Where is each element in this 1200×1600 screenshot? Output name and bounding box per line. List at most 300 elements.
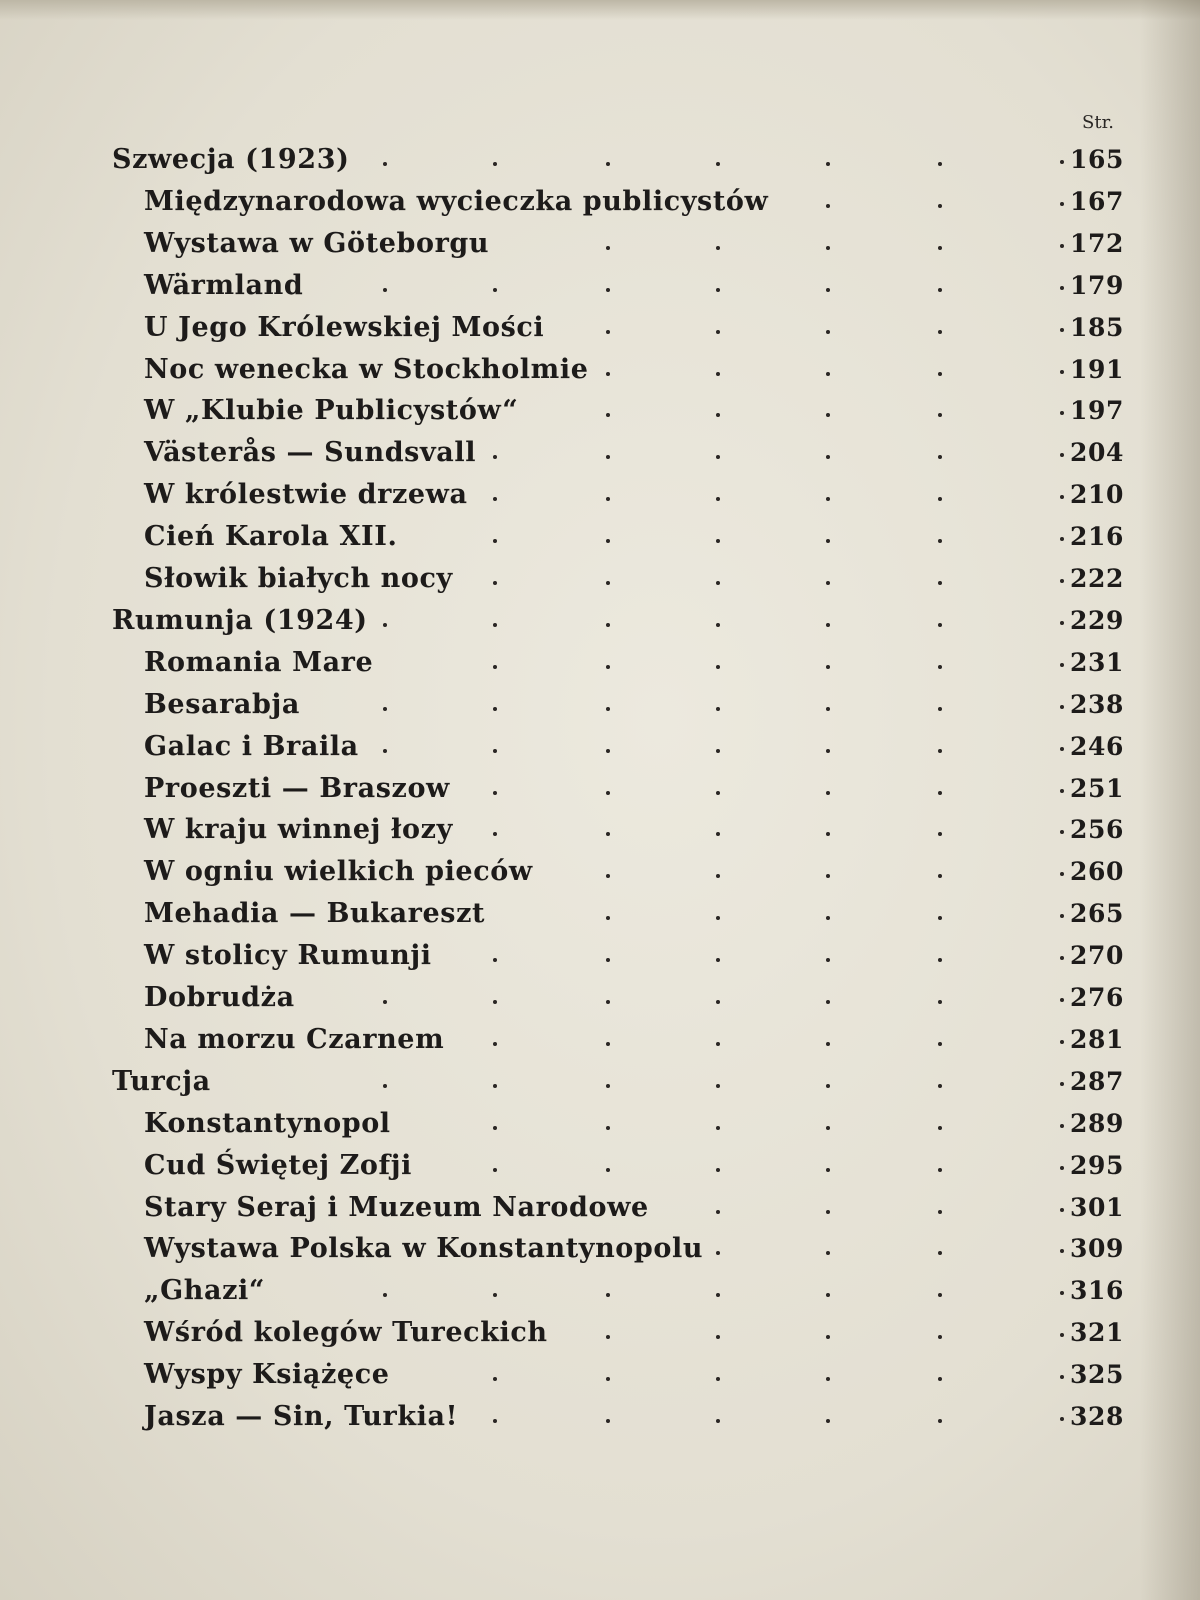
- leader-dot: [826, 749, 830, 753]
- page-number-text: 281: [1070, 1025, 1124, 1054]
- leader-dot: [716, 372, 720, 376]
- page-number-text: 295: [1070, 1151, 1124, 1180]
- toc-chapter-title: Noc wenecka w Stockholmie: [144, 354, 589, 385]
- leader-dot: [826, 707, 830, 711]
- page-number-text: 165: [1070, 145, 1124, 174]
- leader-dot: [826, 413, 830, 417]
- leader-dot: [938, 665, 942, 669]
- leader-dot: [1060, 1333, 1064, 1337]
- leader-dot: [1060, 1249, 1064, 1253]
- toc-entry: [112, 140, 1060, 180]
- leader-dot: [493, 1000, 497, 1004]
- toc-chapter-title: „Ghazi“: [144, 1275, 266, 1306]
- leader-dot: [1060, 1124, 1064, 1128]
- toc-page-number: [1060, 810, 1124, 850]
- leader-dot: [826, 1335, 830, 1339]
- toc-page-number: [1060, 1146, 1124, 1186]
- page-number-text: 325: [1070, 1360, 1124, 1389]
- toc-entry: [144, 1271, 1060, 1311]
- toc-entry: [144, 643, 1060, 683]
- leader-dot: [826, 455, 830, 459]
- toc-section-title: Rumunja (1924): [112, 605, 368, 636]
- toc-entry: [144, 266, 1060, 306]
- leader-dot: [1060, 789, 1064, 793]
- toc-section-title: Turcja: [112, 1066, 211, 1097]
- leader-dot: [1060, 160, 1064, 164]
- page-number-text: 185: [1070, 313, 1124, 342]
- leader-dot: [606, 330, 610, 334]
- page-number-text: 265: [1070, 899, 1124, 928]
- leader-dot: [606, 1084, 610, 1088]
- page-number-text: 238: [1070, 690, 1124, 719]
- leader-dot: [826, 330, 830, 334]
- toc-entry: [144, 517, 1060, 557]
- leader-dot: [1060, 1040, 1064, 1044]
- toc-page-number: [1060, 1355, 1124, 1395]
- page-number-text: 204: [1070, 438, 1124, 467]
- toc-entry: [144, 1229, 1060, 1269]
- toc-entry: [144, 1397, 1060, 1437]
- leader-dot: [1060, 370, 1064, 374]
- leader-dot: [606, 288, 610, 292]
- page-spine-shadow: [1140, 0, 1200, 1600]
- page-number-text: 316: [1070, 1276, 1124, 1305]
- leader-dot: [1060, 1166, 1064, 1170]
- leader-dot: [606, 372, 610, 376]
- leader-dot: [606, 623, 610, 627]
- toc-entry: [144, 1020, 1060, 1060]
- toc-chapter-title: Västerås — Sundsvall: [144, 437, 477, 468]
- toc-page-number: [1060, 1229, 1124, 1269]
- leader-dot: [493, 791, 497, 795]
- toc-page-number: [1060, 936, 1124, 976]
- leader-dot: [606, 455, 610, 459]
- leader-dot: [1060, 830, 1064, 834]
- leader-dot: [938, 874, 942, 878]
- page-number-text: 167: [1070, 187, 1124, 216]
- leader-dot: [606, 1293, 610, 1297]
- leader-dot: [716, 1377, 720, 1381]
- leader-dot: [716, 1000, 720, 1004]
- toc-page-number: [1060, 1020, 1124, 1060]
- leader-dot: [1060, 286, 1064, 290]
- toc-entry: [144, 685, 1060, 725]
- toc-page-number: [1060, 475, 1124, 515]
- leader-dot: [716, 1210, 720, 1214]
- leader-dot: [1060, 998, 1064, 1002]
- leader-dot: [938, 204, 942, 208]
- leader-dot: [826, 958, 830, 962]
- toc-page-number: [1060, 1188, 1124, 1228]
- leader-dot: [826, 497, 830, 501]
- toc-page-number: [1060, 182, 1124, 222]
- leader-dot: [716, 832, 720, 836]
- toc-entry: [144, 727, 1060, 767]
- leader-dot: [716, 1293, 720, 1297]
- leader-dot: [826, 539, 830, 543]
- leader-dot: [716, 288, 720, 292]
- toc-chapter-title: Na morzu Czarnem: [144, 1024, 445, 1055]
- toc-entry: [112, 1062, 1060, 1102]
- toc-chapter-title: Wärmland: [144, 270, 304, 301]
- page-number-text: 172: [1070, 229, 1124, 258]
- leader-dot: [1060, 411, 1064, 415]
- page-number-text: 179: [1070, 271, 1124, 300]
- leader-dot: [1060, 1375, 1064, 1379]
- toc-chapter-title: Wystawa Polska w Konstantynopolu: [144, 1233, 704, 1264]
- leader-dot: [493, 1168, 497, 1172]
- leader-dot: [493, 1042, 497, 1046]
- leader-dot: [716, 162, 720, 166]
- toc-page-number: [1060, 1104, 1124, 1144]
- leader-dot: [493, 455, 497, 459]
- leader-dot: [826, 288, 830, 292]
- toc-page-number: [1060, 685, 1124, 725]
- leader-dot: [716, 1084, 720, 1088]
- toc-entry: [144, 559, 1060, 599]
- leader-dot: [606, 1042, 610, 1046]
- toc-page-number: [1060, 1313, 1124, 1353]
- leader-dot: [938, 372, 942, 376]
- leader-dot: [826, 372, 830, 376]
- toc-chapter-title: Międzynarodowa wycieczka publicystów: [144, 186, 769, 217]
- toc-chapter-title: W stolicy Rumunji: [144, 940, 432, 971]
- toc-chapter-title: Cud Świętej Zofji: [144, 1150, 412, 1181]
- leader-dot: [938, 455, 942, 459]
- leader-dot: [938, 916, 942, 920]
- toc-page-number: [1060, 601, 1124, 641]
- leader-dot: [606, 581, 610, 585]
- leader-dot: [938, 1377, 942, 1381]
- leader-dot: [493, 1377, 497, 1381]
- leader-dot: [383, 1293, 387, 1297]
- leader-dot: [716, 1335, 720, 1339]
- toc-page-number: [1060, 224, 1124, 264]
- leader-dot: [716, 874, 720, 878]
- toc-entry: [144, 769, 1060, 809]
- leader-dot: [826, 1042, 830, 1046]
- leader-dot: [938, 791, 942, 795]
- leader-dot: [1060, 453, 1064, 457]
- toc-chapter-title: Wystawa w Göteborgu: [144, 228, 490, 259]
- leader-dot: [716, 1419, 720, 1423]
- toc-chapter-title: W kraju winnej łozy: [144, 814, 453, 845]
- toc-entry: [144, 1104, 1060, 1144]
- toc-entry: [144, 936, 1060, 976]
- leader-dot: [493, 1084, 497, 1088]
- leader-dot: [938, 958, 942, 962]
- page-top-edge: [0, 0, 1200, 20]
- toc-entry: [144, 350, 1060, 390]
- page-number-text: 251: [1070, 774, 1124, 803]
- toc-page-number: [1060, 852, 1124, 892]
- leader-dot: [938, 832, 942, 836]
- leader-dot: [938, 330, 942, 334]
- toc-entry: [144, 894, 1060, 934]
- toc-entry: [144, 475, 1060, 515]
- leader-dot: [1060, 705, 1064, 709]
- page-number-text: 260: [1070, 857, 1124, 886]
- leader-dot: [1060, 1291, 1064, 1295]
- leader-dot: [826, 832, 830, 836]
- leader-dot: [938, 162, 942, 166]
- leader-dot: [938, 1000, 942, 1004]
- leader-dot: [938, 581, 942, 585]
- leader-dot: [606, 916, 610, 920]
- leader-dot: [938, 413, 942, 417]
- toc-page-number: [1060, 978, 1124, 1018]
- leader-dot: [826, 1000, 830, 1004]
- toc-page-number: [1060, 391, 1124, 431]
- page-number-text: 222: [1070, 564, 1124, 593]
- toc-chapter-title: Konstantynopol: [144, 1108, 391, 1139]
- leader-dot: [606, 539, 610, 543]
- pages-column-header: Str.: [1082, 112, 1114, 133]
- page-number-text: 328: [1070, 1402, 1124, 1431]
- leader-dot: [606, 749, 610, 753]
- leader-dot: [383, 1084, 387, 1088]
- leader-dot: [826, 1293, 830, 1297]
- leader-dot: [826, 1084, 830, 1088]
- leader-dot: [493, 1293, 497, 1297]
- toc-chapter-title: Wśród kolegów Tureckich: [144, 1317, 548, 1348]
- leader-dot: [716, 1251, 720, 1255]
- leader-dot: [716, 330, 720, 334]
- leader-dot: [493, 288, 497, 292]
- leader-dot: [716, 749, 720, 753]
- leader-dot: [1060, 328, 1064, 332]
- leader-dot: [716, 958, 720, 962]
- page-number-text: 287: [1070, 1067, 1124, 1096]
- toc-chapter-title: Cień Karola XII.: [144, 521, 398, 552]
- toc-chapter-title: U Jego Królewskiej Mości: [144, 312, 545, 343]
- leader-dot: [383, 162, 387, 166]
- toc-page-number: [1060, 894, 1124, 934]
- toc-entry: [144, 1355, 1060, 1395]
- leader-dot: [1060, 244, 1064, 248]
- toc-chapter-title: Galac i Braila: [144, 731, 359, 762]
- leader-dot: [826, 791, 830, 795]
- leader-dot: [826, 1168, 830, 1172]
- leader-dot: [493, 1126, 497, 1130]
- leader-dot: [606, 1000, 610, 1004]
- toc-chapter-title: Proeszti — Braszow: [144, 773, 450, 804]
- toc-page-number: [1060, 433, 1124, 473]
- toc-page-number: [1060, 727, 1124, 767]
- page-number-text: 191: [1070, 355, 1124, 384]
- leader-dot: [938, 1335, 942, 1339]
- leader-dot: [938, 1419, 942, 1423]
- leader-dot: [606, 1419, 610, 1423]
- leader-dot: [716, 581, 720, 585]
- page-number-text: 229: [1070, 606, 1124, 635]
- leader-dot: [938, 1084, 942, 1088]
- toc-entry: [144, 182, 1060, 222]
- leader-dot: [606, 246, 610, 250]
- leader-dot: [1060, 1417, 1064, 1421]
- leader-dot: [938, 497, 942, 501]
- leader-dot: [493, 832, 497, 836]
- page-number-text: 321: [1070, 1318, 1124, 1347]
- toc-chapter-title: Mehadia — Bukareszt: [144, 898, 486, 929]
- toc-chapter-title: Romania Mare: [144, 647, 374, 678]
- leader-dot: [938, 1042, 942, 1046]
- page-number-text: 289: [1070, 1109, 1124, 1138]
- leader-dot: [826, 1251, 830, 1255]
- leader-dot: [493, 665, 497, 669]
- leader-dot: [493, 958, 497, 962]
- leader-dot: [1060, 914, 1064, 918]
- leader-dot: [1060, 579, 1064, 583]
- page-number-text: 216: [1070, 522, 1124, 551]
- leader-dot: [606, 1377, 610, 1381]
- leader-dot: [938, 749, 942, 753]
- leader-dot: [716, 665, 720, 669]
- toc-entry: [144, 1146, 1060, 1186]
- leader-dot: [826, 916, 830, 920]
- leader-dot: [938, 288, 942, 292]
- page-number-text: 301: [1070, 1193, 1124, 1222]
- leader-dot: [716, 539, 720, 543]
- leader-dot: [716, 916, 720, 920]
- leader-dot: [606, 874, 610, 878]
- leader-dot: [938, 707, 942, 711]
- leader-dot: [826, 874, 830, 878]
- toc-chapter-title: Besarabja: [144, 689, 300, 720]
- leader-dot: [1060, 621, 1064, 625]
- page-number-text: 270: [1070, 941, 1124, 970]
- leader-dot: [606, 1126, 610, 1130]
- leader-dot: [826, 623, 830, 627]
- leader-dot: [826, 1126, 830, 1130]
- toc-page-number: [1060, 643, 1124, 683]
- toc-entry: [144, 1313, 1060, 1353]
- leader-dot: [606, 1168, 610, 1172]
- leader-dot: [493, 162, 497, 166]
- leader-dot: [1060, 495, 1064, 499]
- leader-dot: [938, 246, 942, 250]
- leader-dot: [826, 162, 830, 166]
- leader-dot: [826, 665, 830, 669]
- leader-dot: [716, 497, 720, 501]
- toc-chapter-title: Słowik białych nocy: [144, 563, 453, 594]
- leader-dot: [606, 707, 610, 711]
- toc-entry: [112, 601, 1060, 641]
- leader-dot: [716, 1126, 720, 1130]
- leader-dot: [938, 623, 942, 627]
- leader-dot: [716, 707, 720, 711]
- leader-dot: [938, 1251, 942, 1255]
- page-number-text: 210: [1070, 480, 1124, 509]
- toc-entry: [144, 810, 1060, 850]
- leader-dot: [938, 1126, 942, 1130]
- toc-page-number: [1060, 1397, 1124, 1437]
- leader-dot: [716, 791, 720, 795]
- toc-chapter-title: W ogniu wielkich pieców: [144, 856, 533, 887]
- toc-section-title: Szwecja (1923): [112, 144, 350, 175]
- toc-chapter-title: W królestwie drzewa: [144, 479, 468, 510]
- toc-page-number: [1060, 559, 1124, 599]
- toc-page-number: [1060, 266, 1124, 306]
- leader-dot: [493, 623, 497, 627]
- toc-page-number: [1060, 769, 1124, 809]
- leader-dot: [826, 1419, 830, 1423]
- leader-dot: [826, 581, 830, 585]
- leader-dot: [383, 288, 387, 292]
- toc-entry: [144, 978, 1060, 1018]
- leader-dot: [1060, 1082, 1064, 1086]
- toc-entry: [144, 308, 1060, 348]
- page-number-text: 309: [1070, 1234, 1124, 1263]
- leader-dot: [383, 623, 387, 627]
- toc-entry: [144, 852, 1060, 892]
- leader-dot: [716, 455, 720, 459]
- leader-dot: [493, 581, 497, 585]
- toc-chapter-title: W „Klubie Publicystów“: [144, 395, 519, 426]
- leader-dot: [1060, 872, 1064, 876]
- leader-dot: [493, 539, 497, 543]
- leader-dot: [493, 749, 497, 753]
- leader-dot: [716, 1042, 720, 1046]
- leader-dot: [606, 958, 610, 962]
- leader-dot: [606, 665, 610, 669]
- page-number-text: 197: [1070, 396, 1124, 425]
- leader-dot: [606, 497, 610, 501]
- leader-dot: [493, 1419, 497, 1423]
- leader-dot: [1060, 956, 1064, 960]
- toc-page-number: [1060, 517, 1124, 557]
- leader-dot: [606, 1335, 610, 1339]
- leader-dot: [716, 246, 720, 250]
- toc-page-number: [1060, 1062, 1124, 1102]
- page-number-text: 276: [1070, 983, 1124, 1012]
- leader-dot: [938, 1210, 942, 1214]
- leader-dot: [826, 246, 830, 250]
- toc-entry: [144, 224, 1060, 264]
- toc-entry: [144, 1188, 1060, 1228]
- leader-dot: [716, 623, 720, 627]
- leader-dot: [1060, 663, 1064, 667]
- toc-chapter-title: Wyspy Książęce: [144, 1359, 390, 1390]
- leader-dot: [493, 497, 497, 501]
- leader-dot: [383, 749, 387, 753]
- page-number-text: 246: [1070, 732, 1124, 761]
- page-number-text: 256: [1070, 815, 1124, 844]
- leader-dot: [606, 832, 610, 836]
- page-number-text: 231: [1070, 648, 1124, 677]
- toc-entry: [144, 391, 1060, 431]
- leader-dot: [1060, 537, 1064, 541]
- toc-chapter-title: Jasza — Sin, Turkia!: [144, 1401, 459, 1432]
- leader-dot: [606, 162, 610, 166]
- leader-dot: [383, 1000, 387, 1004]
- leader-dot: [383, 707, 387, 711]
- toc-page-number: [1060, 350, 1124, 390]
- leader-dot: [1060, 202, 1064, 206]
- leader-dot: [826, 204, 830, 208]
- toc-chapter-title: Stary Seraj i Muzeum Narodowe: [144, 1192, 649, 1223]
- leader-dot: [1060, 1208, 1064, 1212]
- toc-entry: [144, 433, 1060, 473]
- leader-dot: [938, 1168, 942, 1172]
- leader-dot: [938, 539, 942, 543]
- leader-dot: [493, 707, 497, 711]
- leader-dot: [826, 1210, 830, 1214]
- leader-dot: [938, 1293, 942, 1297]
- leader-dot: [826, 1377, 830, 1381]
- leader-dot: [606, 791, 610, 795]
- leader-dot: [716, 1168, 720, 1172]
